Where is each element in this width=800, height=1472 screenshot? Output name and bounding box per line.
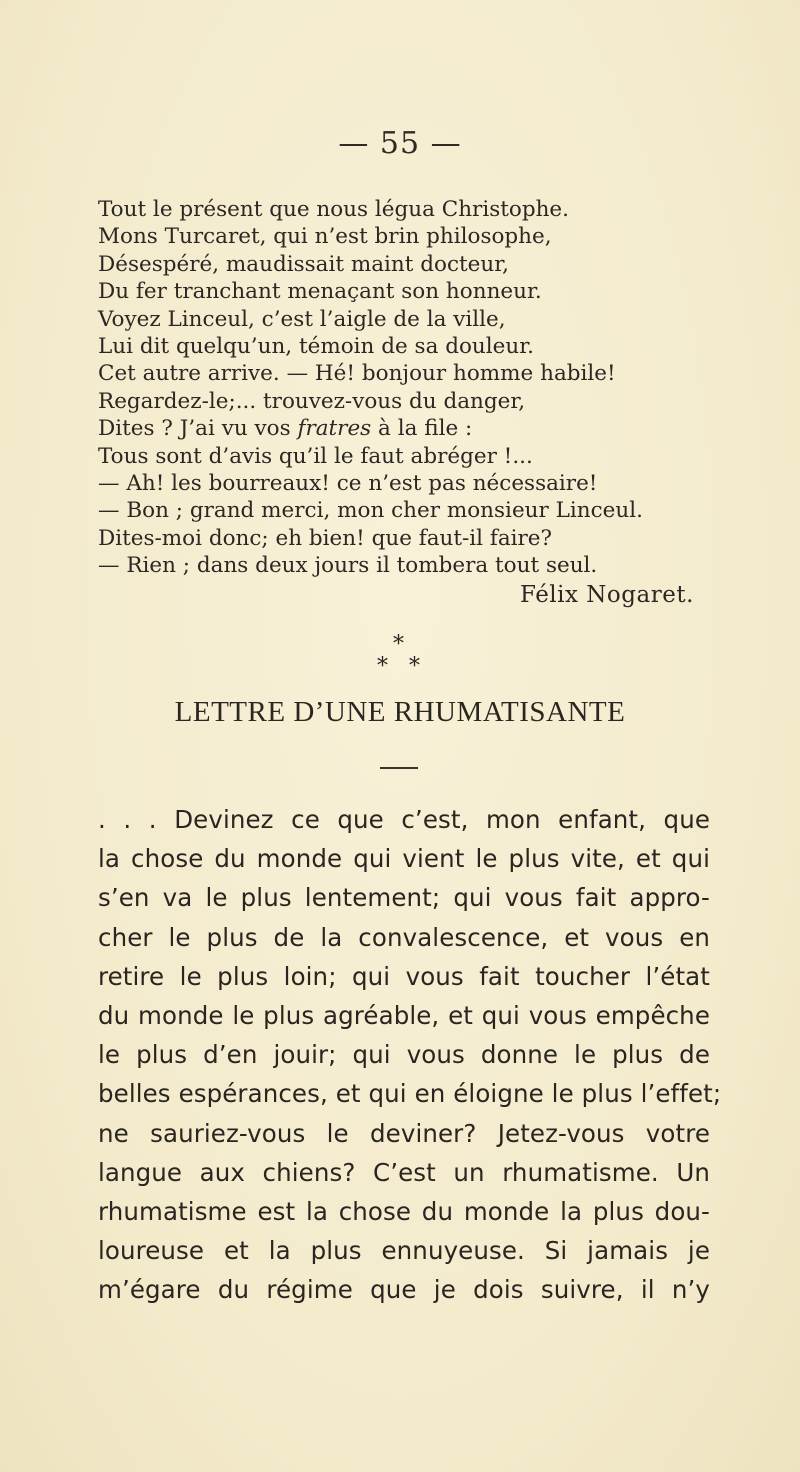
prose-line: s’en va le plus lentement; qui vous fait appro- [98,883,710,913]
prose-line: cher le plus de la convalescence, et vous en [98,922,710,952]
page-number: — 55 — [338,126,462,161]
section-title: LETTRE D’UNE RHUMATISANTE [174,696,626,728]
prose-line: m’égare du régime que je dois suivre, il n’y [98,1275,710,1305]
poem-line: Du fer tranchant menaçant son honneur. [98,279,542,305]
asterism-divider [360,634,440,686]
poem-line: Voyez Linceul, c’est l’aigle de la ville, [98,306,506,332]
poem-line: Dites-moi donc; eh bien! que faut-il faire? [98,525,553,551]
asterism-star: * [409,654,420,679]
poem-line-part: Dites ? J’ai vu vos [98,416,298,442]
letter-body [98,800,722,1309]
italic-word: fratres [297,416,372,442]
poem-signature: Félix Nogaret. [520,582,694,608]
poem-line: — Bon ; grand merci, mon cher monsieur Linceul. [98,498,643,524]
prose-line: du monde le plus agréable, et qui vous empêche [98,1000,710,1030]
poem-line-part: à la file : [371,416,473,442]
prose-line: belles espérances, et qui en éloigne le plus l’effet; [98,1079,722,1109]
poem-line: Lui dit quelqu’un, témoin de sa douleur. [98,333,534,359]
asterism-star: * [377,654,388,679]
prose-line: ne sauriez-vous le deviner? Jetez-vous votre [98,1118,710,1148]
asterism-star: * [393,632,404,657]
prose-line: la chose du monde qui vient le plus vite, et qui [98,844,710,874]
poem-line: — Ah! les bourreaux! ce n’est pas nécessaire! [98,470,598,496]
poem-line: Tout le présent que nous légua Christophe. [98,197,569,222]
poem-line: Tous sont d’avis qu’il le faut abréger !... [98,443,533,469]
title-rule [380,767,418,769]
prose-line: le plus d’en jouir; qui vous donne le plus de [98,1040,710,1070]
prose-line: . . . Devinez ce que c’est, mon enfant, que [98,805,710,834]
poem-line: Désespéré, maudissait maint docteur, [98,251,509,277]
poem-line: Cet autre arrive. — Hé! bonjour homme habile! [98,361,616,387]
poem-line: Mons Turcaret, qui n’est brin philosophe, [98,224,552,250]
prose-line: retire le plus loin; qui vous fait toucher l’état [98,961,710,991]
prose-line: loureuse et la plus ennuyeuse. Si jamais je [98,1236,710,1266]
poem-line-with-italic [98,415,778,442]
prose-line: langue aux chiens? C’est un rhumatisme. Un [98,1157,710,1187]
prose-line: rhumatisme est la chose du monde la plus dou- [98,1196,710,1226]
poem-line: — Rien ; dans deux jours il tombera tout seul. [98,553,598,579]
poem-line: Regardez-le;... trouvez-vous du danger, [98,388,526,414]
poem [98,196,778,579]
